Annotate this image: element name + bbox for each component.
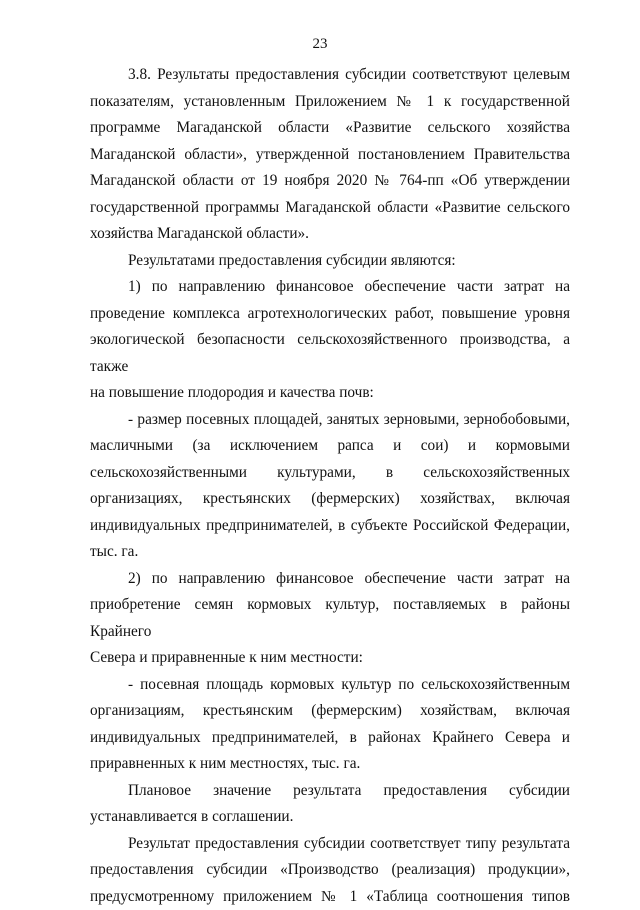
text-line: предусмотренному приложением № 1 «Таблица соотношения типов xyxy=(90,884,570,910)
text-line: - размер посевных площадей, занятых зерновыми, зернобобовыми, xyxy=(90,407,570,434)
text-line: устанавливается в соглашении. xyxy=(90,804,570,831)
paragraph xyxy=(90,407,570,566)
text-line: показателям, установленным Приложением № 1 к государственной xyxy=(90,89,570,116)
text-line: проведение комплекса агротехнологических работ, повышение уровня xyxy=(90,301,570,328)
text-line: Магаданской области от 19 ноября 2020 № 764-пп «Об утверждении xyxy=(90,168,570,195)
text-line: Плановое значение результата предоставления субсидии xyxy=(90,778,570,805)
paragraph xyxy=(90,566,570,672)
text-line: программе Магаданской области «Развитие сельского хозяйства xyxy=(90,115,570,142)
paragraph xyxy=(90,274,570,407)
text-line: индивидуальных предпринимателей, в субъекте Российской Федерации, xyxy=(90,513,570,540)
text-line: - посевная площадь кормовых культур по сельскохозяйственным xyxy=(90,672,570,699)
text-line: предоставления субсидии «Производство (реализация) продукции», xyxy=(90,857,570,884)
text-line: приравненных к ним местностях, тыс. га. xyxy=(90,751,570,778)
paragraph xyxy=(90,62,570,248)
text-line: организациях, крестьянских (фермерских) хозяйствах, включая xyxy=(90,486,570,513)
paragraph xyxy=(90,778,570,831)
text-line: хозяйства Магаданской области». xyxy=(90,221,570,248)
text-line: масличными (за исключением рапса и сои) и кормовыми xyxy=(90,433,570,460)
text-line: организациям, крестьянским (фермерским) хозяйствам, включая xyxy=(90,698,570,725)
document-body xyxy=(90,62,570,910)
text-line: сельскохозяйственными культурами, в сельскохозяйственных xyxy=(90,460,570,487)
text-line: государственной программы Магаданской области «Развитие сельского xyxy=(90,195,570,222)
text-line: на повышение плодородия и качества почв: xyxy=(90,380,570,407)
text-line: 1) по направлению финансовое обеспечение части затрат на xyxy=(90,274,570,301)
paragraph xyxy=(90,672,570,778)
text-line: тыс. га. xyxy=(90,539,570,566)
text-line: 3.8. Результаты предоставления субсидии соответствуют целевым xyxy=(90,62,570,89)
paragraph xyxy=(90,831,570,910)
text-line: индивидуальных предпринимателей, в районах Крайнего Севера и xyxy=(90,725,570,752)
text-line: приобретение семян кормовых культур, поставляемых в районы Крайнего xyxy=(90,592,570,645)
text-line: экологической безопасности сельскохозяйственного производства, а также xyxy=(90,327,570,380)
text-line: Магаданской области», утвержденной постановлением Правительства xyxy=(90,142,570,169)
paragraph xyxy=(90,248,570,275)
text-line: Результат предоставления субсидии соответствует типу результата xyxy=(90,831,570,858)
text-line: Результатами предоставления субсидии являются: xyxy=(90,248,570,275)
text-line: Севера и приравненные к ним местности: xyxy=(90,645,570,672)
text-line: 2) по направлению финансовое обеспечение части затрат на xyxy=(90,566,570,593)
page-number: 23 xyxy=(0,36,640,53)
